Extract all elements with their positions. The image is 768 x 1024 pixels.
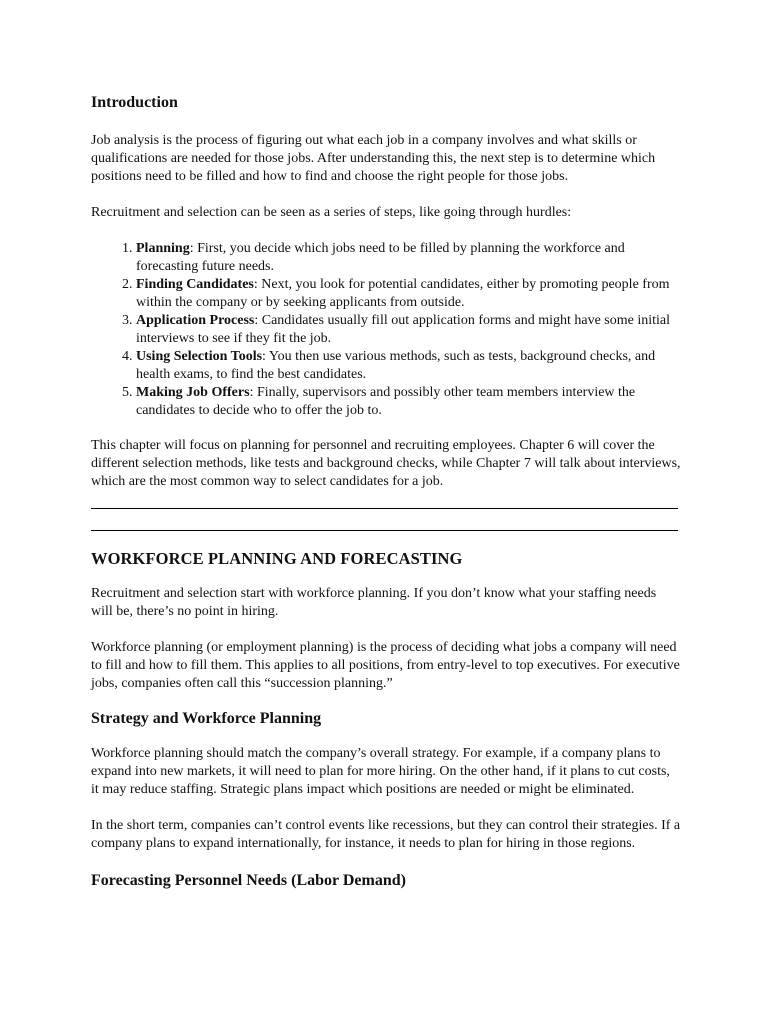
subsection-heading-forecasting: Forecasting Personnel Needs (Labor Demand) (91, 872, 406, 889)
list-item-text: : Candidates usually fill out application forms and might have some initial interviews to see if they fit the job. (136, 313, 671, 346)
list-item (136, 240, 681, 276)
horizontal-rule (91, 508, 678, 509)
list-item-text: : Finally, supervisors and possibly other team members interview the candidates to decide who to offer the job to. (136, 385, 636, 418)
paragraph: Recruitment and selection start with workforce planning. If you don’t know what your staffing needs will be, there’s no point in hiring. (91, 586, 657, 619)
paragraph: Workforce planning (or employment planning) is the process of deciding what jobs a company will need to fill and how to fill them. This applies to all positions, from entry-level to top executives. For executive jobs, companies often call this “succession planning.” (91, 640, 680, 691)
list-item-text: : You then use various methods, such as tests, background checks, and health exams, to find the best candidates. (136, 349, 656, 382)
subsection-heading-strategy: Strategy and Workforce Planning (91, 710, 322, 727)
document-page (91, 92, 681, 892)
list-item-term: Using Selection Tools (136, 349, 263, 364)
paragraph: In the short term, companies can’t control events like recessions, but they can control their strategies. If a company plans to expand internationally, for instance, it needs to plan for hiring in those regions. (91, 818, 681, 851)
list-item (136, 312, 681, 348)
section-heading-workforce-planning: WORKFORCE PLANNING AND FORECASTING (91, 549, 463, 568)
list-item (136, 276, 681, 312)
list-item-term: Planning (136, 241, 190, 256)
paragraph: Workforce planning should match the company’s overall strategy. For example, if a company plans to expand into new markets, it will need to plan for more hiring. On the other hand, if it plans to cut costs, it may reduce staffing. Strategic plans impact which positions are needed or might be eliminated. (91, 746, 670, 797)
numbered-list (91, 240, 681, 420)
list-item-text: : First, you decide which jobs need to be filled by planning the workforce and forecasting future needs. (136, 241, 625, 274)
list-item-text: : Next, you look for potential candidates, either by promoting people from within the company or by seeking applicants from outside. (136, 277, 670, 310)
list-item (136, 348, 681, 384)
list-item-term: Application Process (136, 313, 255, 328)
paragraph: Recruitment and selection can be seen as a series of steps, like going through hurdles: (91, 205, 572, 220)
list-item-term: Making Job Offers (136, 385, 250, 400)
list-item (136, 384, 681, 420)
horizontal-rule (91, 530, 678, 531)
paragraph: Job analysis is the process of figuring out what each job in a company involves and what skills or qualifications are needed for those jobs. After understanding this, the next step is to determine which positions need to be filled and how to find and choose the right people for those jobs. (91, 133, 656, 184)
list-item-term: Finding Candidates (136, 277, 254, 292)
paragraph: This chapter will focus on planning for personnel and recruiting employees. Chapter 6 will cover the different selection methods, like tests and background checks, while Chapter 7 will talk about interviews, which are the most common way to select candidates for a job. (91, 438, 681, 489)
section-heading-introduction: Introduction (91, 94, 178, 111)
